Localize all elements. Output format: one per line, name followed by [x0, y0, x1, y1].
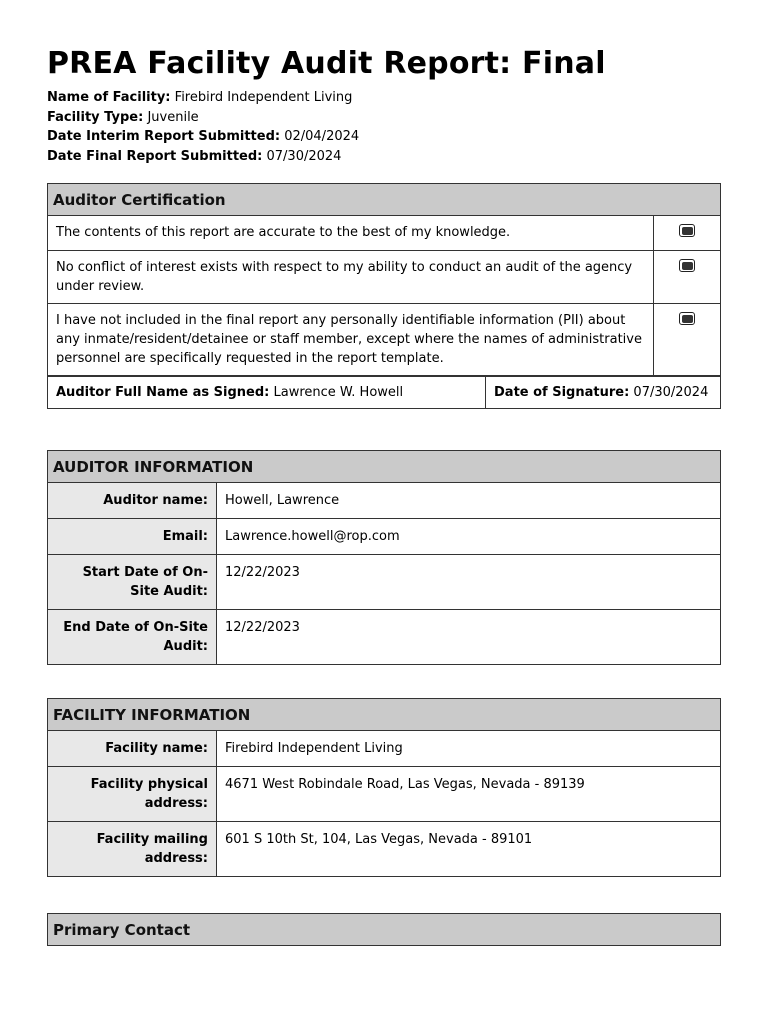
- auditor-info-row: [48, 610, 721, 665]
- facility-info-row: [48, 731, 721, 767]
- signature-table: [47, 376, 721, 409]
- certification-row: [48, 251, 721, 304]
- signed-name-value: Lawrence W. Howell: [273, 385, 404, 400]
- auditor-info-row: [48, 519, 721, 555]
- field-value: Lawrence.howell@rop.com: [217, 519, 721, 555]
- facility-info-header: FACILITY INFORMATION: [48, 699, 721, 731]
- signature-date-label: Date of Signature:: [494, 385, 630, 400]
- auditor-info-row: [48, 555, 721, 610]
- checked-checkbox-icon[interactable]: [679, 312, 695, 325]
- signed-name-label: Auditor Full Name as Signed:: [56, 385, 270, 400]
- certification-check-cell: [654, 216, 721, 251]
- meta-value: 02/04/2024: [284, 129, 360, 144]
- field-value: 601 S 10th St, 104, Las Vegas, Nevada - 89101: [217, 822, 721, 877]
- facility-info-row: [48, 822, 721, 877]
- meta-value: 07/30/2024: [266, 148, 342, 164]
- page-title: PREA Facility Audit Report: Final: [47, 46, 606, 81]
- certification-table: [47, 183, 721, 376]
- field-label: Facility physical address:: [48, 767, 217, 822]
- primary-contact-table: [47, 913, 721, 946]
- field-value: 4671 West Robindale Road, Las Vegas, Nevada - 89139: [217, 767, 721, 822]
- certification-row: [48, 304, 721, 376]
- field-label: Start Date of On-Site Audit:: [48, 555, 217, 610]
- certification-statement: The contents of this report are accurate to the best of my knowledge.: [48, 216, 654, 251]
- report-meta: [47, 88, 359, 166]
- field-value: 12/22/2023: [217, 610, 721, 665]
- field-label: Facility mailing address:: [48, 822, 217, 877]
- meta-value: Juvenile: [147, 109, 199, 125]
- field-label: Auditor name:: [48, 483, 217, 519]
- meta-interim-date: [47, 127, 359, 147]
- auditor-info-row: [48, 483, 721, 519]
- signature-date-value: 07/30/2024: [633, 385, 709, 400]
- field-label: Facility name:: [48, 731, 217, 767]
- certification-check-cell: [654, 304, 721, 376]
- certification-header: Auditor Certification: [48, 184, 721, 216]
- meta-label: Date Interim Report Submitted:: [47, 129, 281, 144]
- meta-final-date: [47, 147, 359, 167]
- certification-statement: I have not included in the final report any personally identifiable information (PII) about any inmate/resident/detainee or staff member, except where the names of administrative personnel are specifically requested in the report template.: [48, 304, 654, 376]
- signature-date-cell: [486, 377, 721, 409]
- meta-label: Facility Type:: [47, 109, 144, 125]
- facility-info-table: [47, 698, 721, 877]
- meta-facility-type: [47, 108, 359, 128]
- meta-value: Firebird Independent Living: [174, 90, 353, 105]
- field-label: Email:: [48, 519, 217, 555]
- facility-info-row: [48, 767, 721, 822]
- certification-statement: No conflict of interest exists with respect to my ability to conduct an audit of the agency under review.: [48, 251, 654, 304]
- meta-label: Date Final Report Submitted:: [47, 148, 263, 164]
- meta-facility-name: [47, 88, 359, 108]
- field-value: Firebird Independent Living: [217, 731, 721, 767]
- auditor-info-table: [47, 450, 721, 665]
- meta-label: Name of Facility:: [47, 90, 171, 105]
- auditor-info-header: AUDITOR INFORMATION: [48, 451, 721, 483]
- checked-checkbox-icon[interactable]: [679, 224, 695, 237]
- field-label: End Date of On-Site Audit:: [48, 610, 217, 665]
- field-value: Howell, Lawrence: [217, 483, 721, 519]
- signed-name-cell: [48, 377, 486, 409]
- primary-contact-header: Primary Contact: [48, 914, 721, 946]
- checked-checkbox-icon[interactable]: [679, 259, 695, 272]
- certification-check-cell: [654, 251, 721, 304]
- certification-row: [48, 216, 721, 251]
- field-value: 12/22/2023: [217, 555, 721, 610]
